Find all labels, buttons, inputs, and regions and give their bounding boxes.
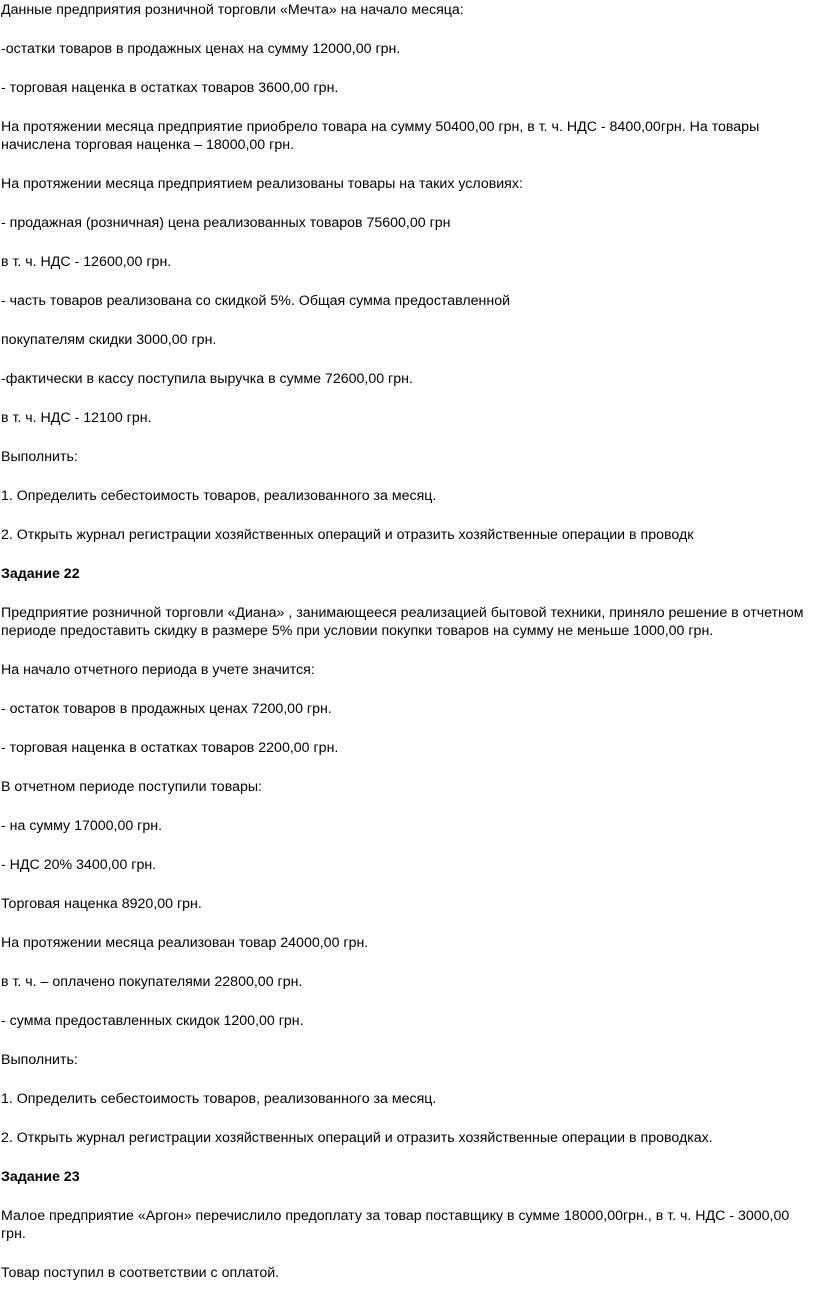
paragraph-task-1b: 1. Определить себестоимость товаров, реализованного за месяц.	[1, 1091, 437, 1107]
paragraph-sales-conditions: На протяжении месяца предприятием реализованы товары на таких условиях:	[1, 176, 523, 192]
paragraph-intro: Данные предприятия розничной торговли «Мечта» на начало месяца:	[1, 2, 464, 18]
paragraph-task-2: 2. Открыть журнал регистрации хозяйственных операций и отразить хозяйственные операции в проводк	[1, 527, 694, 543]
paragraph-discount-sum: покупателям скидки 3000,00 грн.	[1, 332, 217, 348]
paragraph-task-2b: 2. Открыть журнал регистрации хозяйственных операций и отразить хозяйственные операции в проводках.	[1, 1130, 713, 1146]
paragraph-sold: На протяжении месяца реализован товар 24000,00 грн.	[1, 935, 369, 951]
paragraph-paid: в т. ч. – оплачено покупателями 22800,00 грн.	[1, 974, 303, 990]
paragraph-stock-2: - остаток товаров в продажных ценах 7200,00 грн.	[1, 701, 332, 717]
paragraph-markup-2: - торговая наценка в остатках товаров 2200,00 грн.	[1, 740, 339, 756]
paragraph-task-1: 1. Определить себестоимость товаров, реализованного за месяц.	[1, 488, 437, 504]
paragraph-argon: Малое предприятие «Аргон» перечислило предоплату за товар поставщику в сумме 18000,00грн., в т. ч. НДС - 3000,00 грн.	[1, 1208, 790, 1242]
paragraph-revenue: -фактически в кассу поступила выручка в сумме 72600,00 грн.	[1, 371, 413, 387]
paragraph-vat-1: в т. ч. НДС - 12600,00 грн.	[1, 254, 172, 270]
paragraph-todo-heading-2: Выполнить:	[1, 1052, 78, 1068]
heading-task-23: Задание 23	[1, 1169, 80, 1185]
paragraph-todo-heading: Выполнить:	[1, 449, 78, 465]
heading-task-22: Задание 22	[1, 566, 80, 582]
paragraph-diana: Предприятие розничной торговли «Диана» , занимающееся реализацией бытовой техники, приняло решение в отчетном периоде предоставить скидку в размере 5% при условии покупки товаров на сумму не меньше 1000,00 грн.	[1, 605, 804, 639]
paragraph-retail-price: - продажная (розничная) цена реализованных товаров 75600,00 грн	[1, 215, 451, 231]
paragraph-period-start: На начало отчетного периода в учете значится:	[1, 662, 315, 678]
paragraph-purchase: На протяжении месяца предприятие приобрело товара на сумму 50400,00 грн, в т. ч. НДС - 8400,00грн. На товары начислена торговая наценка – 18000,00 грн.	[1, 119, 760, 153]
paragraph-trade-markup: Торговая наценка 8920,00 грн.	[1, 896, 202, 912]
paragraph-goods-received: Товар поступил в соответствии с оплатой.	[1, 1265, 280, 1281]
paragraph-vat-2: в т. ч. НДС - 12100 грн.	[1, 410, 152, 426]
paragraph-stock: -остатки товаров в продажных ценах на сумму 12000,00 грн.	[1, 41, 401, 57]
paragraph-vat-3: - НДС 20% 3400,00 грн.	[1, 857, 157, 873]
paragraph-markup: - торговая наценка в остатках товаров 3600,00 грн.	[1, 80, 339, 96]
paragraph-sum: - на сумму 17000,00 грн.	[1, 818, 163, 834]
paragraph-discounts: - сумма предоставленных скидок 1200,00 грн.	[1, 1013, 304, 1029]
paragraph-discount: - часть товаров реализована со скидкой 5%. Общая сумма предоставленной	[1, 293, 511, 309]
paragraph-received: В отчетном периоде поступили товары:	[1, 779, 262, 795]
